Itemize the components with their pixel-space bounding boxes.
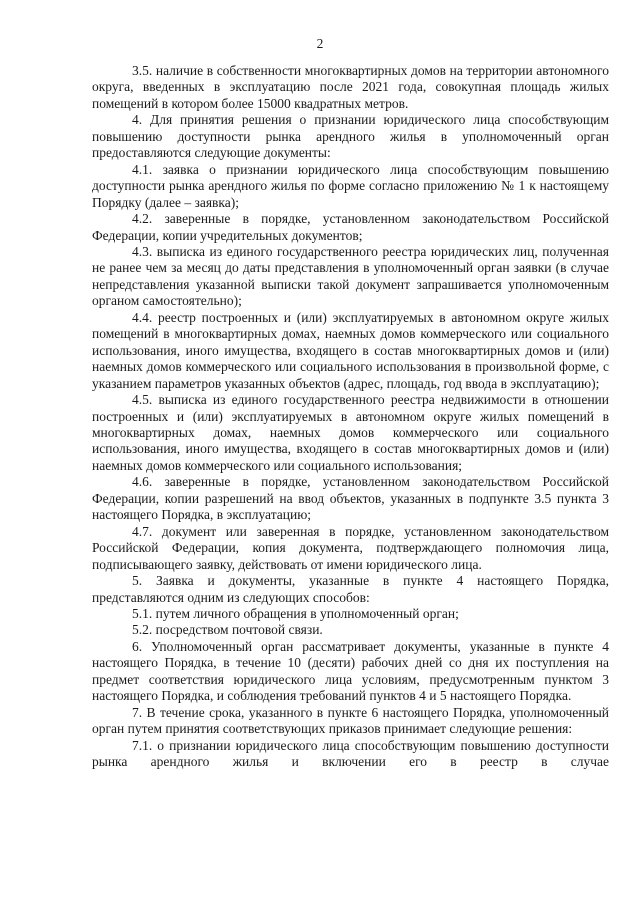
paragraph-3-5: 3.5. наличие в собственности многоквартирных домов на территории автономного округа, введенных в эксплуатацию после 2021 года, совокупная площадь жилых помещений в котором более 15000 квадратных метров. bbox=[92, 63, 609, 111]
paragraph-5-1: 5.1. путем личного обращения в уполномоченный орган; bbox=[132, 605, 459, 621]
paragraph-4-2: 4.2. заверенные в порядке, установленном законодательством Российской Федерации, копии учредительных документов; bbox=[92, 211, 609, 243]
paragraph-4-6: 4.6. заверенные в порядке, установленном законодательством Российской Федерации, копии разрешений на ввод объектов, указанных в подпункте 3.5 пункта 3 настоящего Порядка, в эксплуатацию; bbox=[92, 474, 609, 523]
paragraph-7-1: 7.1. о признании юридического лица способствующим повышению доступности рынка арендного жилья и включении его в реестр в случае bbox=[92, 737, 609, 770]
paragraph-6: 6. Уполномоченный орган рассматривает документы, указанные в пункте 4 настоящего Порядка, в течение 10 (десяти) рабочих дней со дня их поступления на предмет соответствия юридического лица условиям, предусмотренным пунктом 3 настоящего Порядка, и соблюдения требований пунктов 4 и 5 настоящего Порядка. bbox=[92, 638, 609, 704]
paragraph-7: 7. В течение срока, указанного в пункте 6 настоящего Порядка, уполномоченный орган путем принятия соответствующих приказов принимает следующие решения: bbox=[92, 704, 609, 737]
paragraph-4-3: 4.3. выписка из единого государственного реестра юридических лиц, полученная не ранее чем за месяц до даты представления в уполномоченный орган заявки (в случае непредставления указанной выписки такой документ запрашивается уполномоченным органом самостоятельно); bbox=[92, 243, 609, 309]
paragraph-5: 5. Заявка и документы, указанные в пункте 4 настоящего Порядка, представляются одним из следующих способов: bbox=[92, 573, 609, 605]
paragraph-4-7: 4.7. документ или заверенная в порядке, установленном законодательством Российской Федерации, копия документа, подтверждающего полномочия лица, подписывающего заявку, действовать от имени юридического лица. bbox=[92, 523, 609, 572]
page-number: 2 bbox=[316, 36, 324, 51]
paragraph-4: 4. Для принятия решения о признании юридического лица способствующим повышению доступности рынка арендного жилья в уполномоченный орган предоставляются следующие документы: bbox=[92, 112, 609, 161]
paragraph-4-5: 4.5. выписка из единого государственного реестра недвижимости в отношении построенных и (или) эксплуатируемых в автономном округе жилых помещений в многоквартирных домах, наемных домов коммерческого или социального использования, иного имущества, входящего в состав многоквартирных домов и (или) наемных домов коммерческого или социального использования; bbox=[92, 392, 609, 473]
paragraph-4-1: 4.1. заявка о признании юридического лица способствующим повышению доступности рынка арендного жилья по форме согласно приложению № 1 к настоящему Порядку (далее – заявка); bbox=[92, 161, 609, 210]
paragraph-5-2: 5.2. посредством почтовой связи. bbox=[132, 622, 323, 638]
paragraph-4-4: 4.4. реестр построенных и (или) эксплуатируемых в автономном округе жилых помещений в многоквартирных домах, наемных домов коммерческого или социального использования, иного имущества, входящего в состав многоквартирных домов и (или) наемных домов коммерческого или социального использования в произвольной форме, с указанием параметров указанных объектов (адрес, площадь, год ввода в эксплуатацию); bbox=[92, 309, 609, 391]
document-body bbox=[92, 63, 609, 770]
